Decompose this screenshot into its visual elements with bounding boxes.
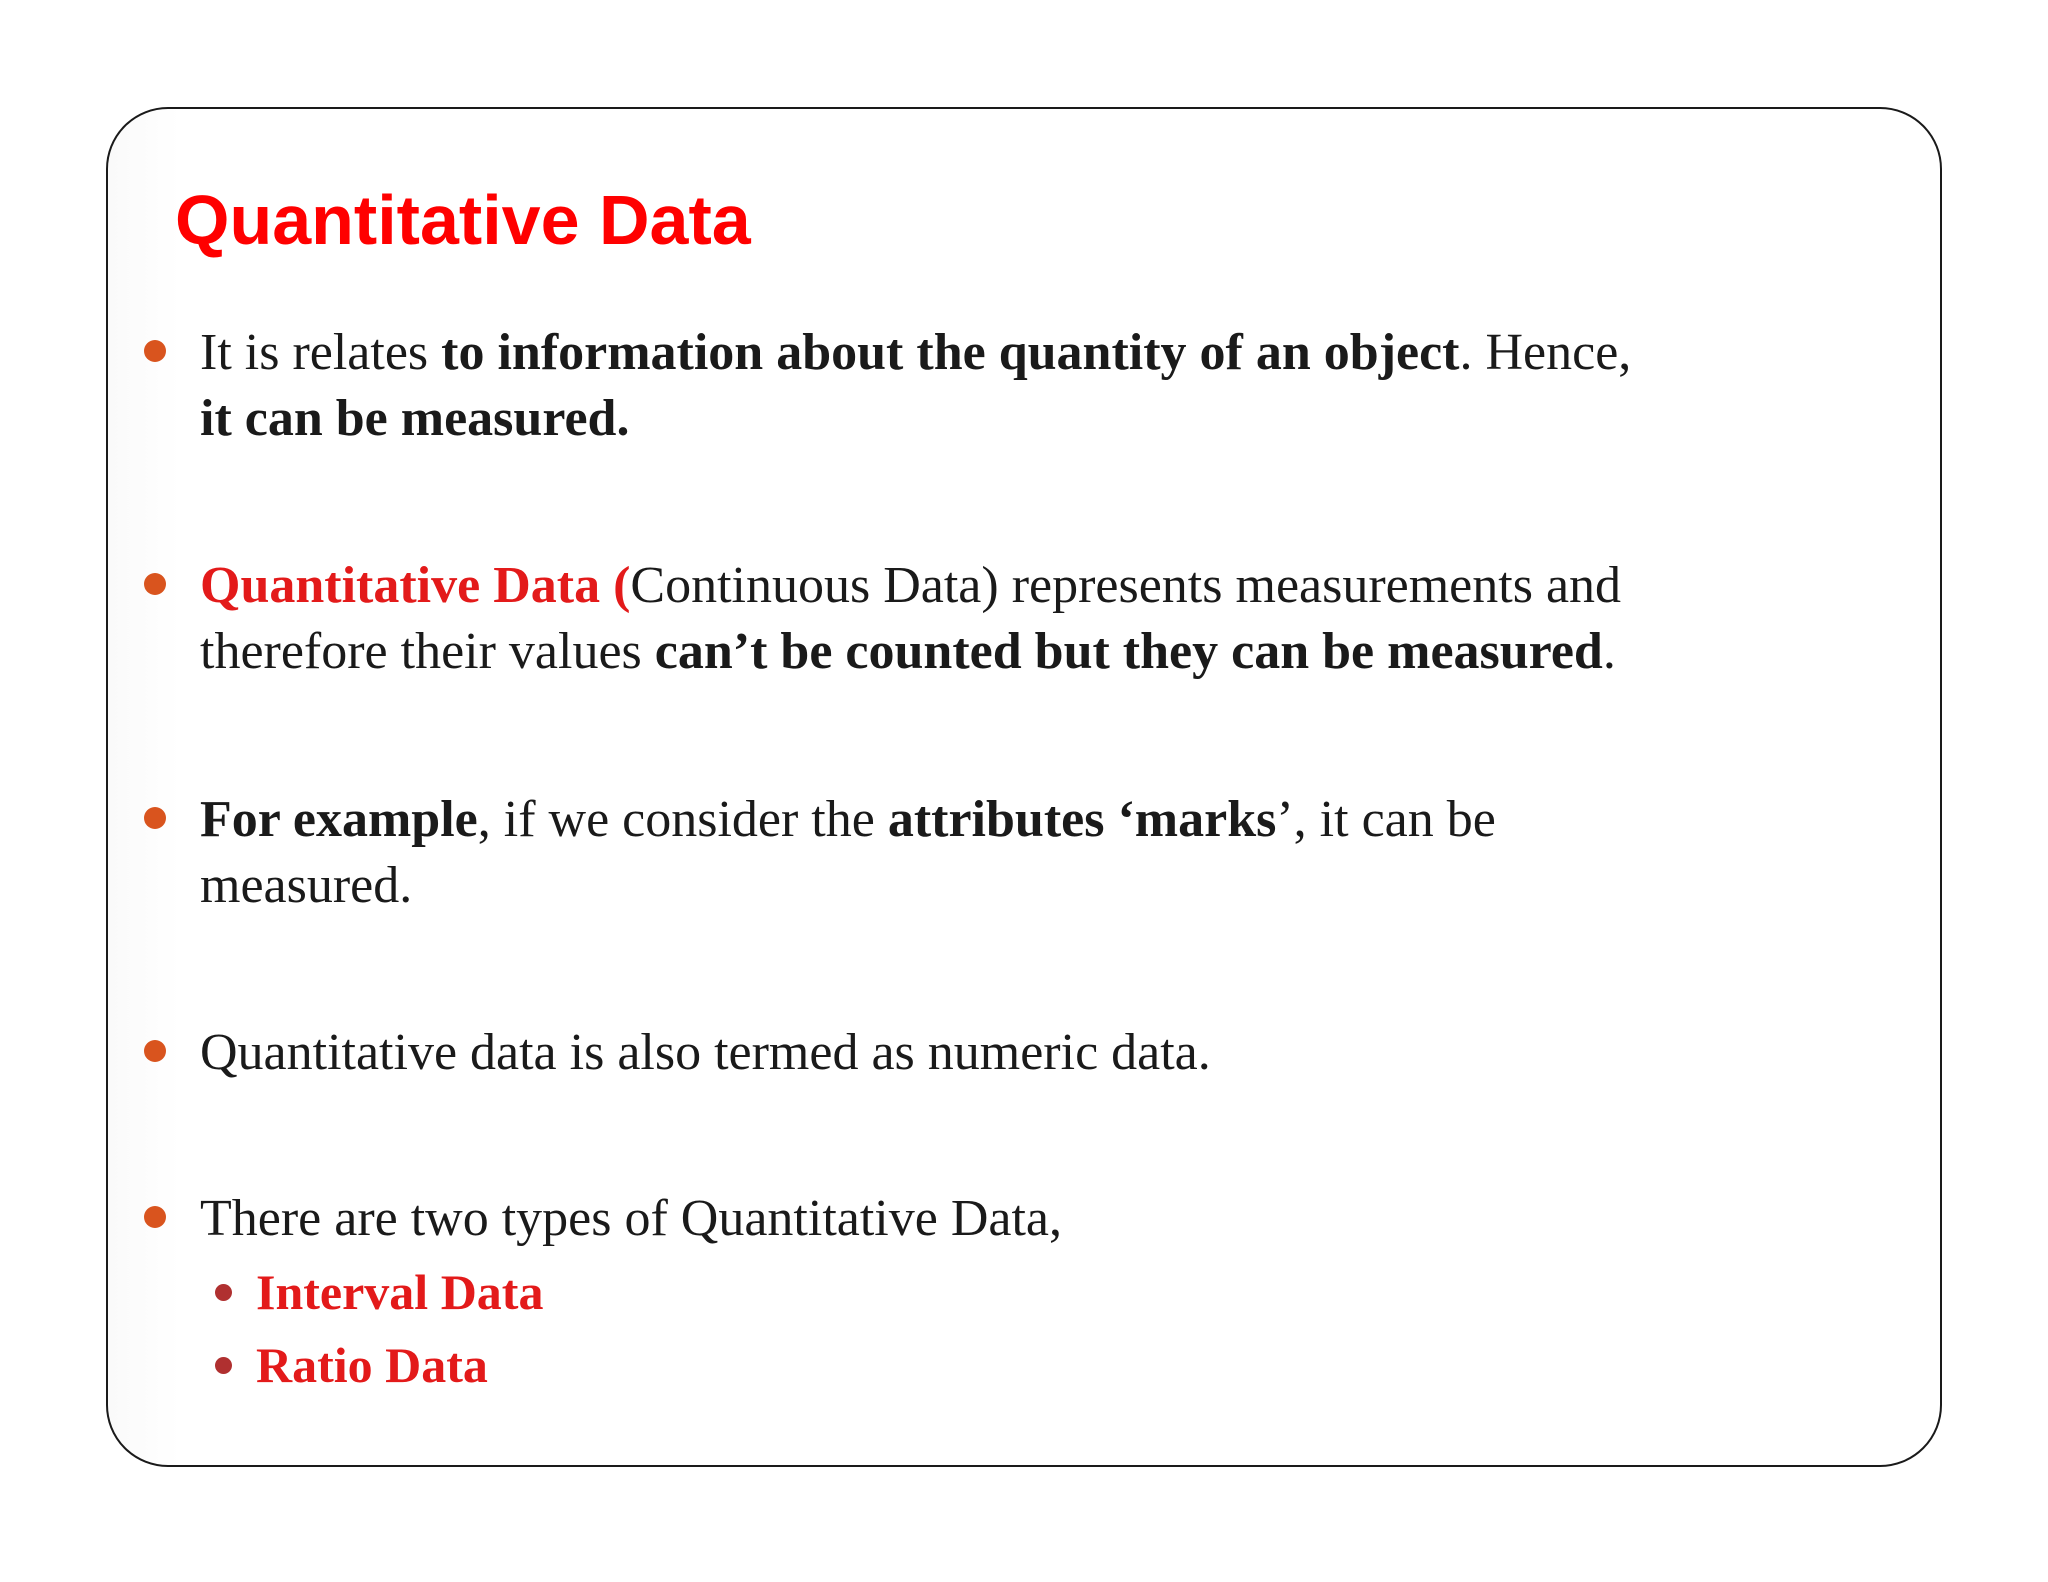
- bullet-1-line-2: it can be measured.: [200, 390, 630, 447]
- sub-bullet-dot-icon: [215, 1357, 232, 1374]
- sub-bullet-ratio-data: [256, 1333, 488, 1397]
- bullet-item-4: [200, 1020, 1900, 1086]
- bullet-item-2: [200, 553, 1900, 685]
- sub-bullet-dot-icon: [215, 1284, 232, 1301]
- bullet-3-line-2: measured.: [200, 857, 413, 914]
- bullet-4-line-1: Quantitative data is also termed as numeric data.: [200, 1024, 1211, 1081]
- bullet-2-line-1: Quantitative Data (Continuous Data) represents measurements and: [200, 557, 1622, 614]
- bullet-dot-icon: [144, 340, 166, 362]
- bullet-item-1: [200, 320, 1900, 452]
- bullet-1-line-1: It is relates to information about the quantity of an object. Hence,: [200, 324, 1632, 381]
- bullet-dot-icon: [144, 1206, 166, 1228]
- sub-bullet-label: Ratio Data: [256, 1337, 488, 1393]
- bullet-item-3: [200, 787, 1900, 919]
- sub-bullet-interval-data: [256, 1260, 543, 1324]
- bullet-dot-icon: [144, 807, 166, 829]
- bullet-2-line-2: therefore their values can’t be counted but they can be measured.: [200, 623, 1616, 680]
- bullet-dot-icon: [144, 1040, 166, 1062]
- slide-title: Quantitative Data: [175, 181, 751, 259]
- bullet-dot-icon: [144, 573, 166, 595]
- sub-bullet-label: Interval Data: [256, 1264, 544, 1320]
- bullet-3-line-1: For example, if we consider the attributes ‘marks’, it can be: [200, 791, 1496, 848]
- bullet-5-line-1: There are two types of Quantitative Data,: [200, 1190, 1062, 1247]
- bullet-item-5: [200, 1186, 1900, 1252]
